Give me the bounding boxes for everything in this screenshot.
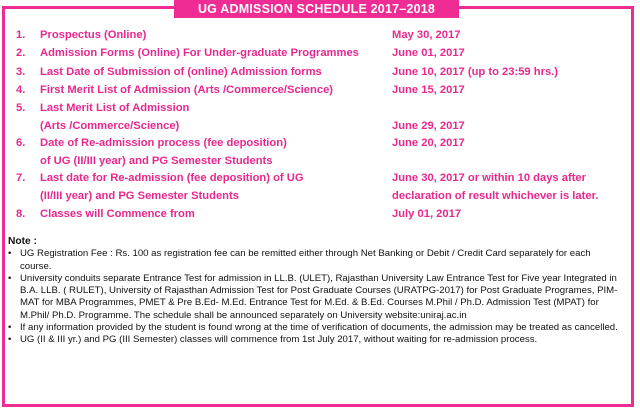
schedule-number: 4. [16, 84, 26, 96]
schedule-number: 6. [16, 137, 26, 149]
note-text: UG (II & III yr.) and PG (III Semester) classes will commence from 1st July 2017, without waiting for re-admission process. [20, 334, 538, 346]
note-text: If any information provided by the student is found wrong at the time of verification of documents, the admission may be treated as cancelled. [20, 322, 618, 334]
bullet-icon: • [8, 248, 12, 260]
note-item [8, 322, 624, 334]
schedule-item: of UG (II/III year) and PG Semester Students [40, 154, 273, 167]
schedule-date: May 30, 2017 [392, 29, 461, 41]
schedule-number: 3. [16, 66, 26, 78]
schedule-number: 8. [16, 208, 26, 220]
schedule-number: 5. [16, 102, 26, 114]
bullet-icon: • [8, 272, 12, 284]
page-title: UG ADMISSION SCHEDULE 2017–2018 [174, 0, 459, 18]
schedule-date: June 10, 2017 (up to 23:59 hrs.) [392, 66, 559, 78]
schedule-item: (II/III year) and PG Semester Students [40, 189, 239, 202]
schedule-item: Classes will Commence from [40, 208, 195, 220]
schedule-date: June 01, 2017 [392, 47, 465, 59]
schedule-number: 7. [16, 172, 26, 184]
note-item [8, 273, 624, 322]
schedule-date: July 01, 2017 [392, 208, 462, 220]
bullet-icon: • [8, 334, 12, 346]
schedule-item: Last Merit List of Admission [40, 102, 190, 114]
schedule-date: June 29, 2017 [392, 119, 465, 132]
schedule-number: 1. [16, 29, 26, 41]
notes-section [8, 236, 624, 347]
note-item [8, 248, 624, 273]
note-text: UG Registration Fee : Rs. 100 as registration fee can be remitted either through Net Banking or Debit / Credit Card separately for each course. [20, 248, 591, 272]
schedule-item: (Arts /Commerce/Science) [40, 119, 180, 132]
note-text: University conduits separate Entrance Test for admission in LL.B. (ULET), Rajasthan University Law Entrance Test for Five year Integrated in B.A. LLB. ( RULET), University of Rajasthan Admission Test for Post Graduate Courses (URATPG-2017) for Post Graduate Programes, PIM-MAT for MBA Programmes, PMET & Pre B.Ed- M.Ed. Entrance Test for M.Ed. & B.Ed. Courses M.Phil / Ph.D. Admission Test (MPAT) for M.Phil/ Ph.D. Programme. The schedule shall be announced separately on University website:uniraj.ac.in [20, 272, 618, 321]
note-item [8, 334, 624, 346]
schedule-date: June 20, 2017 [392, 137, 465, 149]
schedule-number: 2. [16, 47, 26, 59]
schedule-item: Admission Forms (Online) For Under-graduate Programmes [40, 47, 359, 59]
schedule-date: June 15, 2017 [392, 84, 465, 96]
schedule-item: Date of Re-admission process (fee deposition) [40, 137, 287, 149]
bullet-icon: • [8, 322, 12, 334]
notes-heading: Note : [8, 236, 37, 247]
schedule-item: First Merit List of Admission (Arts /Commerce/Science) [40, 84, 334, 96]
schedule-item: Last date for Re-admission (fee deposition) of UG [40, 172, 304, 184]
schedule-date: June 30, 2017 or within 10 days after [392, 172, 587, 184]
schedule-item: Last Date of Submission of (online) Admission forms [40, 66, 322, 78]
schedule-date: declaration of result whichever is later. [392, 189, 599, 202]
schedule-item: Prospectus (Online) [40, 29, 147, 41]
